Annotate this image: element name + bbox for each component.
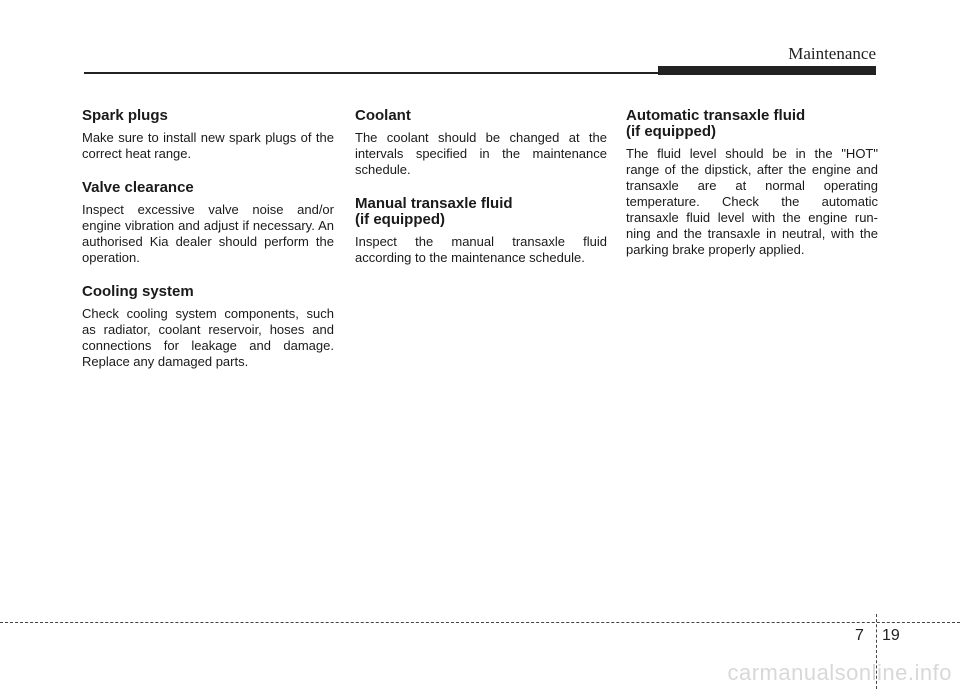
section-cooling-system: [82, 284, 334, 370]
section-coolant: [355, 108, 607, 178]
section-heading: Valve clearance: [82, 179, 194, 196]
column-right: [626, 108, 878, 276]
heading-line-1: Automatic transaxle fluid: [626, 107, 806, 124]
section-heading: Cooling system: [82, 283, 194, 300]
section-valve-clearance: [82, 180, 334, 266]
header-title: Maintenance: [788, 44, 876, 63]
column-left: [82, 108, 334, 388]
chapter-number: 7: [855, 627, 864, 644]
section-body: Inspect the manual transaxle fluid according to the maintenance schedule.: [355, 234, 607, 265]
section-manual-transaxle-fluid: [355, 196, 607, 266]
section-body: Check cooling system components, such as radiator, coolant reservoir, hoses and connections for leakage and damage. Replace any damaged parts.: [82, 306, 334, 369]
header-rule: [84, 72, 664, 74]
watermark: carmanualsonline.info: [727, 660, 952, 685]
section-heading: Coolant: [355, 107, 411, 124]
heading-line-2: (if equipped): [355, 211, 445, 228]
column-middle: [355, 108, 607, 284]
section-heading: [355, 196, 607, 228]
heading-line-1: Manual transaxle fluid: [355, 195, 513, 212]
section-heading: Spark plugs: [82, 107, 168, 124]
section-body: Make sure to install new spark plugs of the correct heat range.: [82, 130, 334, 161]
section-heading: [626, 108, 878, 140]
section-body: Inspect excessive valve noise and/or engine vibration and adjust if necessary. An authorised Kia dealer should perform the operation.: [82, 202, 334, 265]
section-body: The fluid level should be in the "HOT" range of the dipstick, after the engine and transaxle are at normal operating temperature. Check the automatic transaxle fluid level with the engine run-ning and the transaxle in neutral, with the parking brake properly applied.: [626, 146, 878, 257]
heading-line-2: (if equipped): [626, 123, 716, 140]
section-automatic-transaxle-fluid: [626, 108, 878, 258]
header-rule-bar: [658, 66, 876, 75]
section-spark-plugs: [82, 108, 334, 162]
footer-crop-line: [0, 622, 960, 623]
section-body: The coolant should be changed at the intervals specified in the maintenance schedule.: [355, 130, 607, 177]
page-number: 19: [882, 627, 900, 644]
